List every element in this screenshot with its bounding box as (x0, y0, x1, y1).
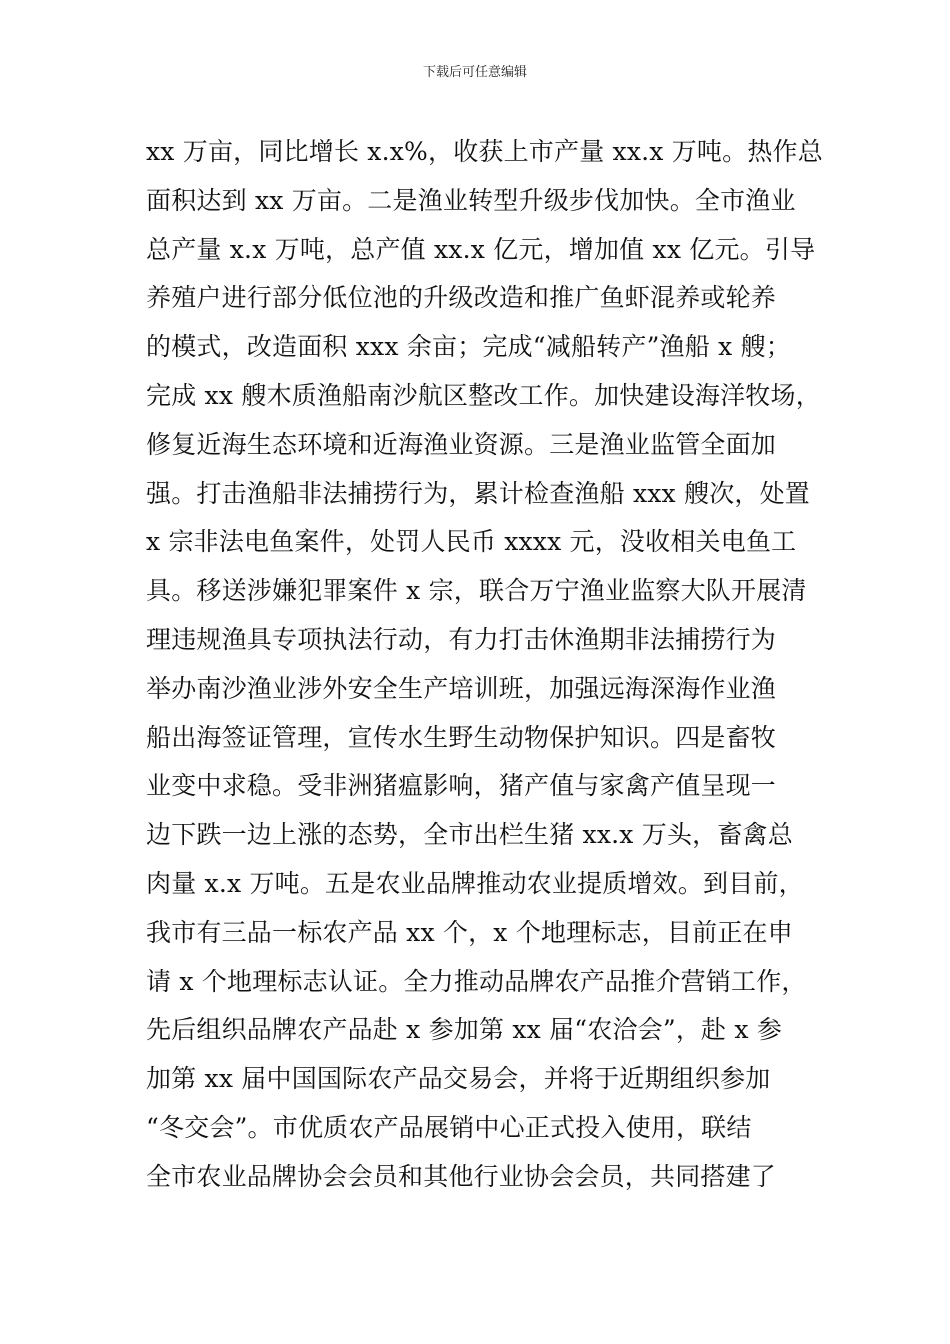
text-line: 船出海签证管理，宣传水生野生动物保护知识。四是畜牧 (146, 722, 777, 752)
text-line: “冬交会”。市优质农产品展销中心正式投入使用，联结 (146, 1112, 752, 1142)
text-line: 总产量 x.x 万吨，总产值 xx.x 亿元，增加值 xx 亿元。引导 (146, 234, 816, 264)
text-line: 的模式，改造面积 xxx 余亩；完成“减船转产”渔船 x 艘； (146, 332, 791, 362)
text-line: xx 万亩，同比增长 x.x%，收获上市产量 xx.x 万吨。热作总 (146, 137, 823, 166)
text-line: 具。移送涉嫌犯罪案件 x 宗，联合万宁渔业监察大队开展清 (146, 576, 807, 606)
text-line: 请 x 个地理标志认证。全力推动品牌农产品推介营销工作， (146, 966, 807, 996)
text-line: 举办南沙渔业涉外安全生产培训班，加强远海深海作业渔 (146, 673, 777, 703)
text-line: x 宗非法电鱼案件，处罚人民币 xxxx 元，没收相关电鱼工 (146, 527, 797, 557)
text-line: 加第 xx 届中国国际农产品交易会，并将于近期组织参加 (146, 1064, 771, 1094)
text-line: 肉量 x.x 万吨。五是农业品牌推动农业提质增效。到目前， (146, 868, 804, 898)
text-line: 先后组织品牌农产品赴 x 参加第 xx 届“农洽会”，赴 x 参 (146, 1015, 783, 1045)
text-line: 我市有三品一标农产品 xx 个，x 个地理标志，目前正在申 (146, 917, 793, 947)
text-line: 面积达到 xx 万亩。二是渔业转型升级步伐加快。全市渔业 (146, 185, 796, 215)
text-line: 修复近海生态环境和近海渔业资源。三是渔业监管全面加 (146, 429, 777, 459)
text-line: 理违规渔具专项执法行动，有力打击休渔期非法捕捞行为 (146, 624, 777, 654)
text-line: 全市农业品牌协会会员和其他行业协会会员，共同搭建了 (146, 1161, 777, 1191)
text-line: 业变中求稳。受非洲猪瘟影响，猪产值与家禽产值呈现一 (146, 771, 777, 801)
text-line: 边下跌一边上涨的态势，全市出栏生猪 xx.x 万头，畜禽总 (146, 820, 793, 850)
text-line: 养殖户进行部分低位池的升级改造和推广鱼虾混养或轮养 (146, 283, 777, 313)
text-line: 强。打击渔船非法捕捞行为，累计检查渔船 xxx 艘次，处置 (146, 478, 810, 508)
page-header: 下载后可任意编辑 (422, 65, 527, 80)
document-body (146, 128, 826, 1202)
text-line: 完成 xx 艘木质渔船南沙航区整改工作。加快建设海洋牧场， (146, 380, 821, 410)
